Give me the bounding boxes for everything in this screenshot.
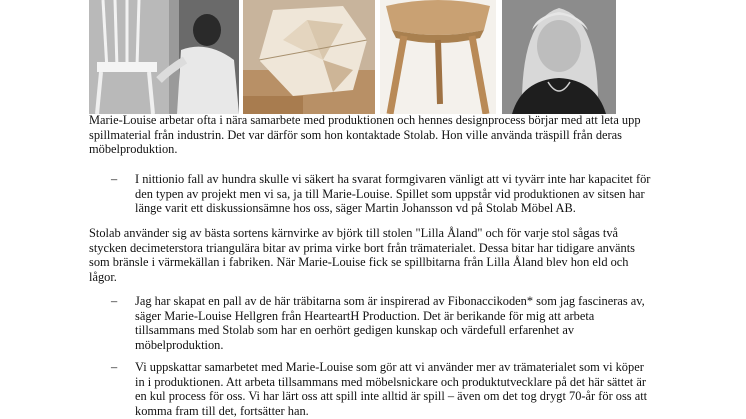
quote-text-1: I nittionio fall av hundra skulle vi säkert ha svarat formgivaren vänligt att vi tyvärr inte har kapacitet för den typen av projekt men vi sa, ja till Marie-Louise. Spillet som uppstår vid produktionen av sitsen har länge varit ett diskussionsämne hos oss, säger Martin Johansson vd på Stolab Möbel AB. <box>135 172 651 216</box>
portrait-photo-icon <box>502 0 616 114</box>
photo-strip <box>0 0 746 114</box>
bullet-dash: – <box>111 294 118 308</box>
stool-photo-icon <box>380 0 496 114</box>
bullet-dash: – <box>111 172 118 186</box>
quote-text-3: Vi uppskattar samarbetet med Marie-Louise som gör att vi använder mer av trämaterialet som vi köper in i produktionen. Att arbeta tillsammans med möbelsnickare och produktutvecklare på det här sättet är en kul process för oss. Vi har lärt oss att spill inte alltid är spill – även om det tog drygt 70-år för oss att komma fram till det, fortsätter han. <box>135 360 648 418</box>
stolab-paragraph: Stolab använder sig av bästa sortens kärnvirke av björk till stolen "Lilla Åland" och för varje stol sågas två stycken decimeterstora triangulära bitar av prima virke bort från trämaterialet. Dessa bitar har tidigare använts som bränsle i värmekällan i fabriken. När Marie-Louise fick se spillbitarna från Lilla Åland blev hon eld och lågor. <box>89 226 635 284</box>
intro-paragraph: Marie-Louise arbetar ofta i nära samarbete med produktionen och hennes designprocess börjar med att leta upp spillmaterial från industrin. Det var därför som hon kontaktade Stolab. Hon ville använda träspill från deras möbelproduktion. <box>89 113 641 157</box>
bullet-dash: – <box>111 360 118 374</box>
craftsman-photo-icon <box>89 0 239 114</box>
quote-text-2: Jag har skapat en pall av de här träbitarna som är inspirerad av Fibonaccikoden* som jag fascineras av, säger Marie-Louise Hellgren från HearteartH Production. Det är berikande för mig att arbeta tillsammans med Stolab som har en oerhört gedigen kunskap och värdefull erfarenhet av möbelproduktion. <box>135 294 645 352</box>
wood-pieces-photo-icon <box>243 0 375 114</box>
